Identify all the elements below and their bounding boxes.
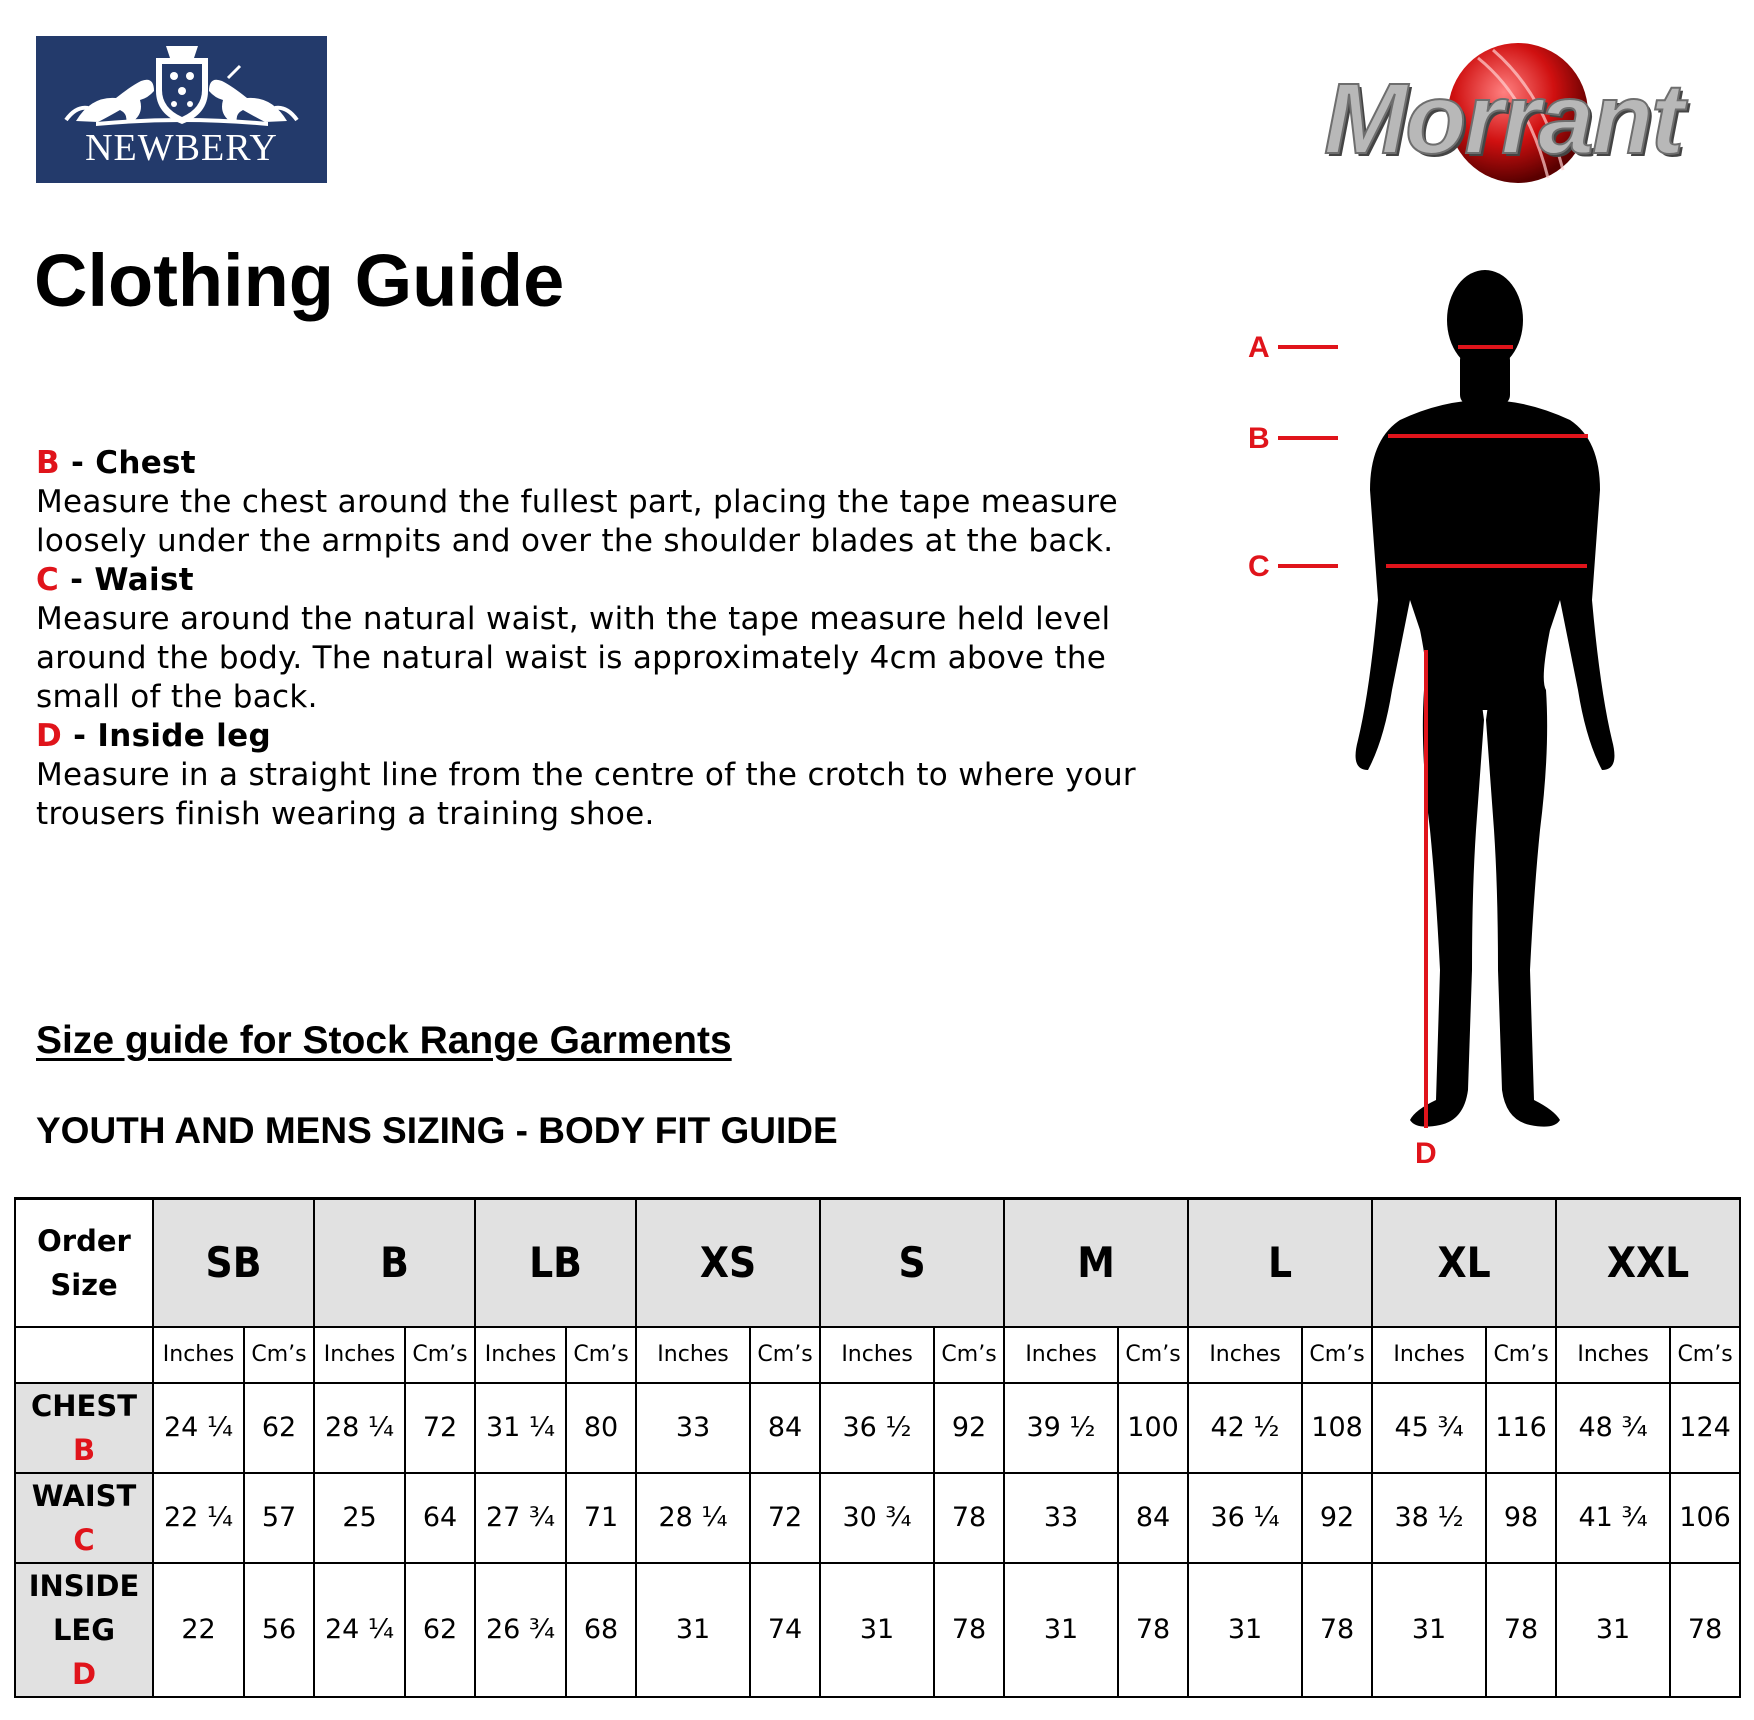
unit-header-inches: Inches [475, 1327, 566, 1383]
order-size-header [15, 1199, 153, 1327]
value-cms: 72 [750, 1473, 820, 1563]
value-inches: 31 [1372, 1563, 1486, 1697]
value-cms: 124 [1670, 1383, 1740, 1473]
row-head-chest [15, 1383, 153, 1473]
value-cms: 92 [1302, 1473, 1372, 1563]
row-head-waist [15, 1473, 153, 1563]
value-inches: 36 ½ [820, 1383, 934, 1473]
figure-label-c: C [1248, 550, 1270, 583]
size-header-xxl: XXL [1556, 1199, 1740, 1327]
row-letter: D [71, 1656, 97, 1691]
figure-label-d: D [1415, 1137, 1437, 1170]
sub-heading: YOUTH AND MENS SIZING - BODY FIT GUIDE [36, 1110, 838, 1151]
measurement-text: Measure the chest around the fullest part, placing the tape measure loosely under the armpits and over the shoulder blades at the back. [36, 484, 1119, 559]
value-cms: 71 [566, 1473, 636, 1563]
value-cms: 74 [750, 1563, 820, 1697]
measurement-letter: D [36, 718, 63, 754]
unit-header-inches: Inches [636, 1327, 750, 1383]
unit-header-cms: Cm’s [566, 1327, 636, 1383]
unit-header-inches: Inches [820, 1327, 934, 1383]
unit-header-inches: Inches [1188, 1327, 1302, 1383]
figure-label-a: A [1248, 331, 1270, 364]
value-inches: 31 ¼ [475, 1383, 566, 1473]
measurement-name: - Inside leg [62, 718, 271, 754]
value-inches: 31 [1004, 1563, 1118, 1697]
unit-header-inches: Inches [1556, 1327, 1670, 1383]
value-cms: 100 [1118, 1383, 1188, 1473]
unit-header-cms: Cm’s [1486, 1327, 1556, 1383]
row-letter: C [73, 1522, 95, 1557]
row-label: LEG [52, 1612, 116, 1647]
unit-header-inches: Inches [1004, 1327, 1118, 1383]
measurement-name: - Chest [59, 445, 196, 481]
value-inches: 27 ¾ [475, 1473, 566, 1563]
row-label: INSIDE [28, 1568, 140, 1603]
value-inches: 36 ¼ [1188, 1473, 1302, 1563]
order-size-line: Order [37, 1223, 131, 1258]
row-label: CHEST [30, 1388, 138, 1423]
unit-header-cms: Cm’s [1302, 1327, 1372, 1383]
value-cms: 92 [934, 1383, 1004, 1473]
value-inches: 45 ¾ [1372, 1383, 1486, 1473]
measurement-letter: C [36, 562, 60, 598]
value-inches: 31 [1188, 1563, 1302, 1697]
value-inches: 41 ¾ [1556, 1473, 1670, 1563]
value-cms: 72 [405, 1383, 475, 1473]
size-header-s: S [820, 1199, 1004, 1327]
morrant-wordmark: Morrant [1324, 63, 1683, 175]
value-cms: 78 [1118, 1563, 1188, 1697]
unit-row-blank [15, 1327, 153, 1383]
size-header-xl: XL [1372, 1199, 1556, 1327]
measurement-text: Measure in a straight line from the centre of the crotch to where your trousers finish wearing a training shoe. [36, 757, 1136, 832]
unit-header-cms: Cm’s [750, 1327, 820, 1383]
value-inches: 42 ½ [1188, 1383, 1302, 1473]
value-inches: 33 [1004, 1473, 1118, 1563]
unit-header-cms: Cm’s [1118, 1327, 1188, 1383]
value-cms: 78 [934, 1563, 1004, 1697]
section-heading: Size guide for Stock Range Garments [36, 1019, 732, 1062]
value-cms: 78 [1670, 1563, 1740, 1697]
value-cms: 80 [566, 1383, 636, 1473]
value-cms: 68 [566, 1563, 636, 1697]
value-inches: 31 [820, 1563, 934, 1697]
value-inches: 24 ¼ [153, 1383, 244, 1473]
value-cms: 62 [244, 1383, 314, 1473]
value-inches: 28 ¼ [636, 1473, 750, 1563]
inside-leg-row [15, 1563, 1740, 1697]
value-inches: 48 ¾ [1556, 1383, 1670, 1473]
unit-header-cms: Cm’s [1670, 1327, 1740, 1383]
value-inches: 25 [314, 1473, 405, 1563]
unit-header-cms: Cm’s [244, 1327, 314, 1383]
measurement-letter: B [36, 445, 60, 481]
value-cms: 78 [1486, 1563, 1556, 1697]
value-cms: 78 [934, 1473, 1004, 1563]
page-title: Clothing Guide [34, 239, 565, 322]
size-header-l: L [1188, 1199, 1372, 1327]
value-inches: 26 ¾ [475, 1563, 566, 1697]
value-inches: 31 [636, 1563, 750, 1697]
value-inches: 24 ¼ [314, 1563, 405, 1697]
value-inches: 22 [153, 1563, 244, 1697]
size-header-b: B [314, 1199, 475, 1327]
row-label: WAIST [31, 1478, 137, 1513]
figure-label-b: B [1248, 422, 1270, 455]
value-cms: 56 [244, 1563, 314, 1697]
value-cms: 84 [1118, 1473, 1188, 1563]
value-cms: 98 [1486, 1473, 1556, 1563]
size-table [14, 1197, 1741, 1698]
row-head-inside-leg [15, 1563, 153, 1697]
size-header-row [15, 1199, 1740, 1327]
value-cms: 78 [1302, 1563, 1372, 1697]
value-cms: 62 [405, 1563, 475, 1697]
order-size-line: Size [50, 1267, 118, 1302]
value-cms: 57 [244, 1473, 314, 1563]
newbery-logo [36, 36, 327, 183]
size-header-sb: SB [153, 1199, 314, 1327]
value-cms: 84 [750, 1383, 820, 1473]
unit-header-cms: Cm’s [405, 1327, 475, 1383]
value-cms: 108 [1302, 1383, 1372, 1473]
measurement-chest [36, 444, 1216, 561]
newbery-wordmark: NEWBERY [85, 127, 278, 169]
value-cms: 64 [405, 1473, 475, 1563]
value-inches: 30 ¾ [820, 1473, 934, 1563]
unit-header-inches: Inches [153, 1327, 244, 1383]
value-inches: 39 ½ [1004, 1383, 1118, 1473]
chest-row [15, 1383, 1740, 1473]
unit-header-inches: Inches [314, 1327, 405, 1383]
value-inches: 22 ¼ [153, 1473, 244, 1563]
measurement-waist [36, 561, 1216, 717]
value-inches: 33 [636, 1383, 750, 1473]
value-inches: 31 [1556, 1563, 1670, 1697]
value-inches: 28 ¼ [314, 1383, 405, 1473]
measurement-name: - Waist [59, 562, 194, 598]
value-inches: 38 ½ [1372, 1473, 1486, 1563]
measurement-inside-leg [36, 717, 1216, 834]
value-cms: 116 [1486, 1383, 1556, 1473]
body-silhouette-icon [1356, 270, 1615, 1127]
unit-header-row [15, 1327, 1740, 1383]
measurement-text: Measure around the natural waist, with the tape measure held level around the body. The natural waist is approximately 4cm above the small of the back. [36, 601, 1111, 715]
body-figure [1240, 270, 1660, 1170]
unit-header-cms: Cm’s [934, 1327, 1004, 1383]
waist-row [15, 1473, 1740, 1563]
morrant-logo [1310, 38, 1730, 188]
size-header-m: M [1004, 1199, 1188, 1327]
size-header-lb: LB [475, 1199, 636, 1327]
value-cms: 106 [1670, 1473, 1740, 1563]
row-letter: B [72, 1432, 96, 1467]
size-header-xs: XS [636, 1199, 820, 1327]
unit-header-inches: Inches [1372, 1327, 1486, 1383]
